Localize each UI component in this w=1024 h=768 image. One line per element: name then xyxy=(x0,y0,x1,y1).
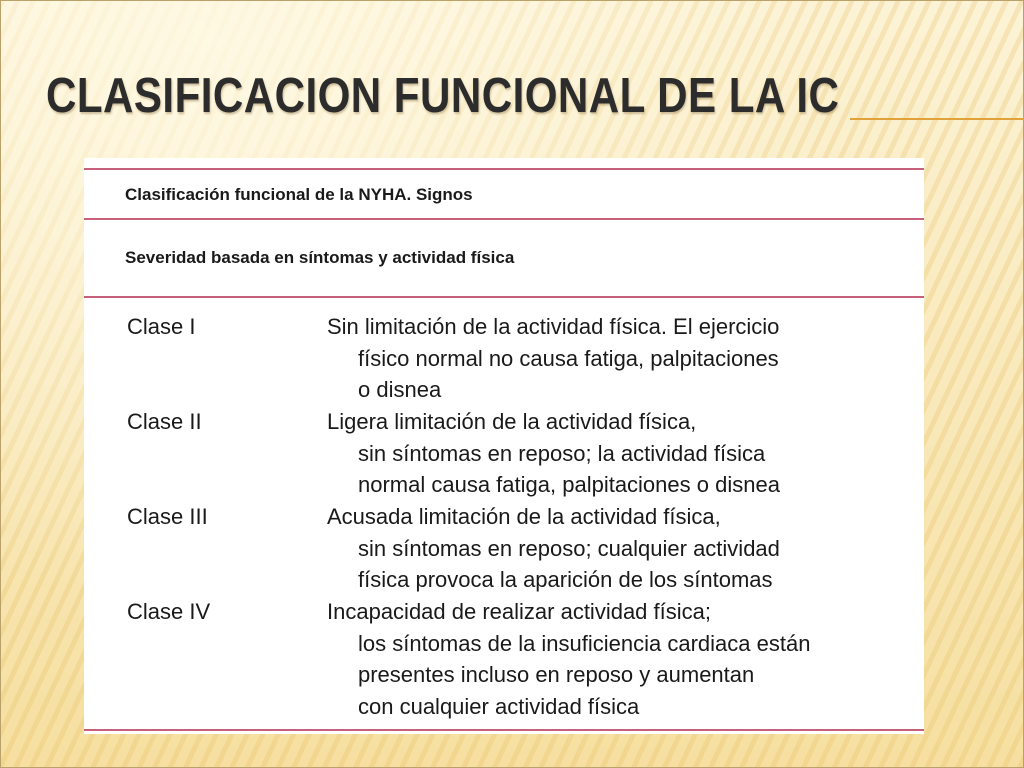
class-description xyxy=(327,311,779,406)
description-line: o disnea xyxy=(358,377,442,402)
class-description xyxy=(327,406,780,501)
table-header-subtitle: Severidad basada en síntomas y actividad física xyxy=(125,248,515,267)
description-line: Acusada limitación de la actividad física, xyxy=(327,504,721,529)
description-line: sin síntomas en reposo; cualquier actividad xyxy=(358,535,780,561)
description-line: Sin limitación de la actividad física. El ejercicio xyxy=(327,314,780,339)
table-body xyxy=(84,311,924,722)
class-label: Clase I xyxy=(127,314,196,339)
table-rule-top xyxy=(84,168,924,170)
class-label: Clase III xyxy=(127,504,208,529)
description-line: sin síntomas en reposo; la actividad física xyxy=(358,440,766,466)
table-header-title: Clasificación funcional de la NYHA. Signos xyxy=(125,185,473,204)
nyha-table xyxy=(84,158,924,734)
class-description xyxy=(327,501,780,596)
table-row xyxy=(84,406,924,501)
description-line: los síntomas de la insuficiencia cardiaca están xyxy=(358,630,811,656)
description-line: físico normal no causa fatiga, palpitaciones xyxy=(358,345,779,371)
description-line: con cualquier actividad física xyxy=(358,693,640,719)
description-line: física provoca la aparición de los síntomas xyxy=(358,567,773,592)
table-row xyxy=(84,311,924,406)
table-rule-3 xyxy=(84,296,924,298)
class-label: Clase II xyxy=(127,409,202,434)
table-row xyxy=(84,596,924,722)
table-rule-bottom xyxy=(84,729,924,731)
class-label: Clase IV xyxy=(127,599,211,624)
description-line: normal causa fatiga, palpitaciones o disnea xyxy=(358,472,780,497)
class-description xyxy=(327,596,810,722)
table-rule-2 xyxy=(84,218,924,220)
description-line: presentes incluso en reposo y aumentan xyxy=(358,662,755,687)
table-row xyxy=(84,501,924,596)
slide-title: CLASIFICACION FUNCIONAL DE LA IC xyxy=(46,69,840,123)
title-underline xyxy=(850,118,1024,120)
description-line: Ligera limitación de la actividad física, xyxy=(327,409,697,434)
description-line: Incapacidad de realizar actividad física; xyxy=(327,599,711,624)
